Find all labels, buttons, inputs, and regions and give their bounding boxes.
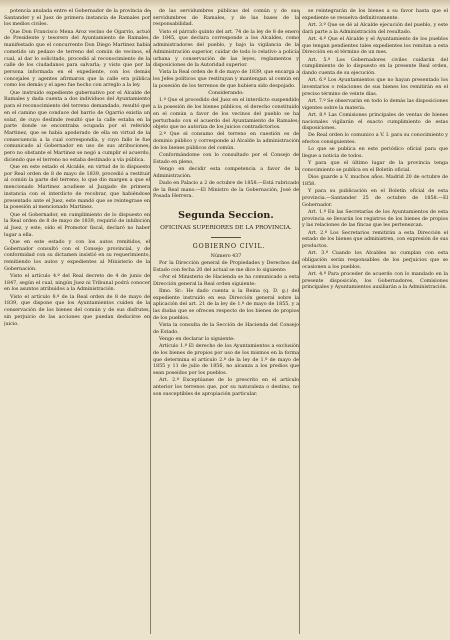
- column-2: [153, 8, 299, 636]
- paragraph: De Real orden lo comunico a V. I. para su conocimiento y efectos consiguientes.: [302, 132, 448, 146]
- paragraph: Art. 2.º Los Secretarios remitirán a esta Dirección el estado de los bienes que administren, con expresión de sus productos.: [302, 229, 448, 249]
- paragraph: Vengo en declarar lo siguiente:: [159, 335, 235, 342]
- paragraph: Visto el párrafo quinto del art. 74 de la ley de 8 de enero de 1845, que declara corresponde a los Alcaldes, como administradores del pueblo, y bajo la vigilancia de la Administración superior, cuidar de todo lo relativo a policía urbana y conservación de las leyes, reglamentos y disposiciones de la Autoridad superior.: [153, 28, 299, 69]
- paragraph: Visto el artículo 4.º del Real decreto de 4 de junio de 1847, según el cual, ningún Juez ni Tribunal podrá conocer en los asuntos atribuidos a la Administración.: [4, 273, 150, 293]
- paragraph: Lo que se publica en este periódico oficial para que llegue a noticia de todos.: [302, 146, 448, 160]
- considerando-heading: Considerando:: [208, 90, 244, 97]
- paragraph: Visto el artículo 8.º de la Real orden de 8 de mayo de 1839, que dispone que los Ayuntamientos cuiden de la conservación de los bienes del común y de sus disfrutes, sin perjuicio de las acciones que puedan deducirse en juicio.: [4, 293, 150, 327]
- paragraph: Art. 4.º Que el Alcalde y el Ayuntamiento de los pueblos que tengan pendientes tales expedientes los remitan a esta Dirección en el término de un mes.: [302, 35, 448, 56]
- paragraph: 2.º Que el consumo del terreno en cuestión es de dominio público y corresponde al Alcalde la administración de los bienes públicos del común.: [153, 131, 299, 151]
- paragraph: Art. 8.º Las Comisiones principales de ventas de bienes nacionales vigilarán el exacto cumplimiento de estas disposiciones.: [302, 111, 448, 132]
- column-1: [4, 8, 150, 636]
- paragraph: Y para que el último lugar de la provincia tenga conocimiento se publica en el Boletín oficial.: [302, 160, 448, 174]
- divider: [211, 237, 241, 238]
- paragraph: Vista la consulta de la Sección de Hacienda del Consejo de Estado.: [153, 322, 299, 335]
- paragraph: Art. 3.º Cuando los Alcaldes no cumplan con esta obligación serán responsables de los perjuicios que se ocasionen a los pueblos.: [302, 250, 448, 270]
- paragraph: Ilmo. Sr.: He dado cuenta a la Reina (q. D. g.) del expediente instruido en esa Dirección general sobre la aplicación del art. 21 de la ley de 1.º de mayo de 1855, y a las dudas que se ofrecen respecto de los bienes de propios de los pueblos.: [153, 287, 299, 321]
- paragraph: Que instruido expediente gubernativo por el Alcalde de Ramales y dada cuenta a dos individuos del Ayuntamiento para el reconocimiento del terreno demandado, resultó que en el camino que conduce del barrio de Ogarrio existía un solar, de cuyo deslinde resultó que la calle estaba en la parte donde se encontraba ocupada por el referido Martinez, que se había apoderado de ella en virtud de la consecuencia a la cual correspondía, y cuyo fallo le fue comunicado al Gobernador en uso de sus atribuciones; pero no obstante el Martinez se negó a cumplir el acuerdo, diciendo que el terreno no estaba destinado a vía pública.: [4, 89, 150, 163]
- paragraph: Y para su publicación en el Boletín oficial de esta provincia.—Santander 25 de octubre de 1858.—El Gobernador.: [302, 188, 448, 208]
- paragraph: Dios guarde a V. muchos años. Madrid 20 de octubre de 1858.: [302, 174, 448, 187]
- paragraph: Que en este estado el Alcalde, en virtud de lo dispuesto por Real orden de 8 de mayo de 1839, procedió a restituir al común la parte del terreno; lo que dio margen a que el mencionado Martinez acudiese al Juzgado de primera instancia con el interdicto de recobrar, que habiéndose presentado ante el Juez, este mandó que se reintegrase en la posesión al mencionado Martinez.: [4, 164, 150, 211]
- column-divider: [150, 10, 151, 634]
- paragraph: Art. 5.º Los Gobernadores civiles cuidarán del cumplimiento de lo dispuesto en la presente Real orden, dando cuenta de su ejecución.: [302, 56, 448, 76]
- paragraph: Art. 1.º En las Secretarías de los Ayuntamientos de esta provincia se llevarán los registros de los bienes de propios y las relaciones de las fincas que les pertenezcan.: [302, 208, 448, 229]
- paragraph: Art. 4.º Para proceder de acuerdo con lo mandado en la presente disposición, los Gobernadores, Comisiones principales y Ayuntamientos auxiliarán a la Administración.: [302, 270, 448, 291]
- column-divider: [299, 10, 300, 634]
- page-edge-shading: [0, 0, 450, 8]
- paragraph: Dado en Palacio a 2 de octubre de 1858.—Está rubricado de la Real mano.—El Ministro de la Gobernación, José de Posada Herrera.: [153, 179, 299, 200]
- paragraph: Art. 7.º Se observarán en todo lo demás las disposiciones vigentes sobre la materia.: [302, 97, 448, 111]
- paragraph: Que el Gobernador, en cumplimiento de lo dispuesto en la Real orden de 8 de mayo de 1839, requirió de inhibición al Juez, y este, oído el Promotor fiscal, declaró no haber lugar a ella.: [4, 211, 150, 238]
- paragraph: potencia anulada entre el Gobernador de la provincia de Santander y el Juez de primera instancia de Ramales por los medios civiles.: [4, 8, 150, 28]
- paragraph: Art. 2.º Exceptúanse de lo prescrito en el artículo anterior los terrenos que, por su naturaleza o destino, no son susceptibles de apropiación particular.: [153, 377, 299, 397]
- section-title: Segunda Seccion.: [178, 210, 274, 222]
- office-title: OFICINAS SUPERIORES DE LA PROVINCIA.: [160, 225, 292, 232]
- paragraph: «Por el Ministerio de Hacienda se ha comunicado a esta Dirección general la Real orden siguiente:: [153, 273, 299, 287]
- paragraph: Vista la Real orden de 8 de mayo de 1839, que encarga a los Jefes políticos que restituyan y mantengan al común en la posesión de los terrenos de que hubiera sido despojado.: [153, 69, 299, 89]
- paragraph: se reintegrarán de los bienes a su favor hasta que el expediente se resuelva definitivamente.: [302, 8, 448, 21]
- paragraph: Art. 6.º Los Ayuntamientos que no hayan presentado los inventarios o relaciones de sus bienes los remitirán en el preciso término de veinte días.: [302, 77, 448, 97]
- government-title: GOBIERNO CIVIL.: [192, 242, 266, 251]
- paragraph: 1.º Que el procedido del Juez en el interdicto suspendido a la posesión de los bienes públicos, el derecho constituido en el común a favor de los vecinos del pueblo se ha perturbado con el acuerdo del Ayuntamiento de Ramales; objeto que no autoriza de los juicios contradictorios.: [153, 97, 299, 131]
- paragraph: Que en este estado y con los autos remitidos, el Gobernador consultó con el Consejo provincial, y de conformidad con su dictamen insistió en su requerimiento, remitiendo los autos y expedientes al Ministerio de la Gobernación.: [4, 238, 150, 272]
- paragraph: Artículo 1.º El derecho de los Ayuntamientos a exclusión de los bienes de propios por uso de los mismos en la forma que determina el artículo 2.º de la ley de 1.º de mayo de 1855 y 11 de julio de 1856, no alcanza a los predios que sean poseídos por los pueblos.: [153, 343, 299, 377]
- paragraph: Vengo en decidir esta competencia a favor de la Administración.: [153, 166, 299, 179]
- paragraph: Que Don Francisco Mena Aroz vecino de Ogarrio, actuó de Presidente y tesorero del Ayuntamiento de Ramales, manifestado que el concurrente Don Diego Martinez había cometido un pedazo de terreno del común de vecinos, el cual, al dar lo solicitado, procedió al reconocimiento de la calle de los ciudadanos para salvarla; y visto que por la persona informada en el expediente, con los demás concejales y agentes afirmaron que la calle era pública como los demás y el apeo fue hecho con arreglo a la ley.: [4, 28, 150, 89]
- notice-number: Número 437: [210, 252, 242, 259]
- paragraph: Por la Dirección general de Propiedades y Derechos del Estado con fecha 20 del actual se me dice lo siguiente:: [153, 260, 299, 273]
- column-3: [302, 8, 448, 636]
- paragraph: Conformándome con lo consultado por el Consejo de Estado en pleno,: [153, 152, 299, 165]
- paragraph: de las servidumbres públicas del común y de sus servidumbres de Ramales, y de las bases de la responsabilidad.: [153, 8, 299, 28]
- paragraph: Art. 3.º Que se dé al Alcalde ejecución del pueblo, y este dará parte a la Administración del resultado.: [302, 21, 448, 35]
